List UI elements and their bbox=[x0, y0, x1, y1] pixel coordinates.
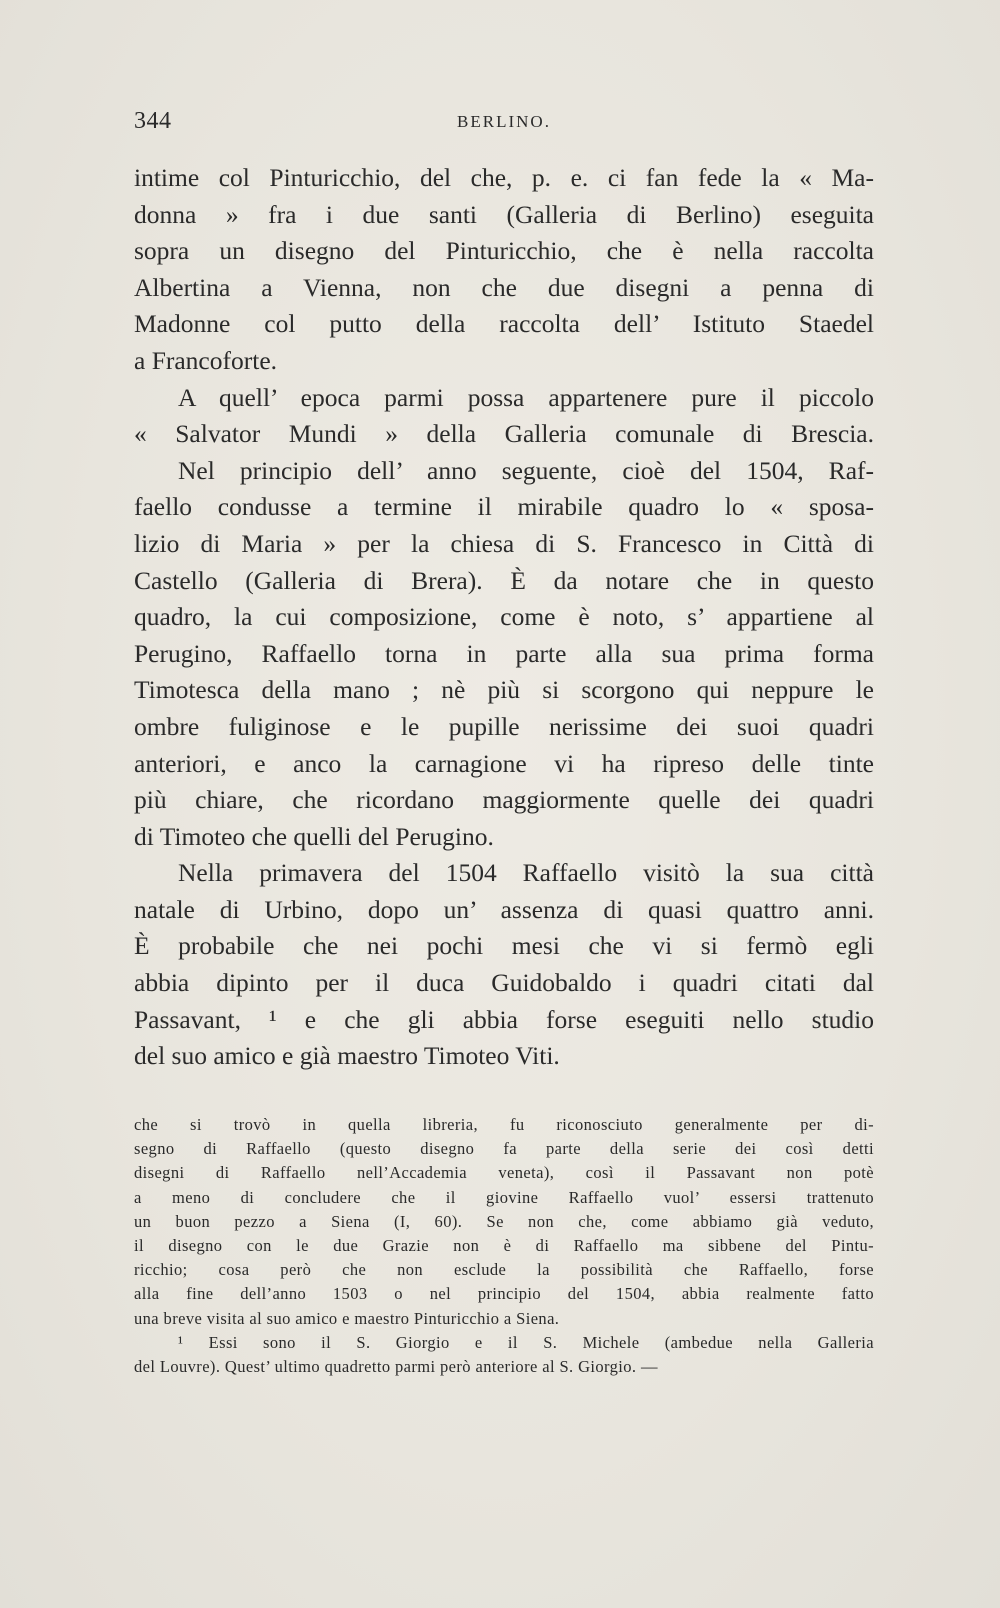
body-line: Nella primavera del 1504 Raffaello visitò la sua città bbox=[178, 858, 874, 888]
page-number: 344 bbox=[134, 108, 172, 134]
body-line: Madonne col putto della raccolta dell’ Istituto Staedel bbox=[134, 309, 874, 339]
body-line: a Francoforte. bbox=[134, 345, 278, 375]
body-line: Timotesca della mano ; nè più si scorgono qui neppure le bbox=[134, 675, 874, 705]
page-header bbox=[134, 108, 874, 144]
footnote-line: disegni di Raffaello nell’Accademia veneta), così il Passavant non potè bbox=[134, 1163, 874, 1183]
body-line: donna » fra i due santi (Galleria di Berlino) eseguita bbox=[134, 199, 874, 229]
body-line: Perugino, Raffaello torna in parte alla sua prima forma bbox=[134, 638, 874, 668]
body-line: sopra un disegno del Pinturicchio, che è nella raccolta bbox=[134, 236, 874, 266]
body-line: Passavant, ¹ e che gli abbia forse eseguiti nello studio bbox=[134, 1004, 874, 1034]
body-line: ombre fuliginose e le pupille nerissime dei suoi quadri bbox=[134, 711, 874, 741]
body-line: faello condusse a termine il mirabile quadro lo « sposa- bbox=[134, 492, 874, 522]
body-line: di Timoteo che quelli del Perugino. bbox=[134, 821, 494, 851]
footnote-line: a meno di concludere che il giovine Raffaello vuol’ essersi trattenuto bbox=[134, 1187, 874, 1207]
body-line: lizio di Maria » per la chiesa di S. Francesco in Città di bbox=[134, 528, 874, 558]
body-line: quadro, la cui composizione, come è noto, s’ appartiene al bbox=[134, 602, 874, 632]
body-line: intime col Pinturicchio, del che, p. e. ci fan fede la « Ma- bbox=[134, 163, 874, 192]
footnote-line: del Louvre). Quest’ ultimo quadretto parmi però anteriore al S. Giorgio. — bbox=[134, 1356, 658, 1376]
footnote-line: segno di Raffaello (questo disegno fa parte della serie dei così detti bbox=[134, 1139, 874, 1159]
footnote-line: una breve visita al suo amico e maestro Pinturicchio a Siena. bbox=[134, 1308, 560, 1328]
body-line: Castello (Galleria di Brera). È da notare che in questo bbox=[134, 565, 874, 595]
body-line: anteriori, e anco la carnagione vi ha ripreso delle tinte bbox=[134, 748, 874, 778]
body-line: Nel principio dell’ anno seguente, cioè del 1504, Raf- bbox=[178, 455, 874, 485]
body-text bbox=[134, 160, 874, 1075]
footnote-line: ricchio; cosa però che non esclude la possibilità che Raffaello, forse bbox=[134, 1260, 874, 1280]
footnotes bbox=[134, 1113, 874, 1379]
footnote-line: il disegno con le due Grazie non è di Raffaello ma sibbene del Pintu- bbox=[134, 1235, 874, 1255]
footnote-line: ¹ Essi sono il S. Giorgio e il S. Michele (ambedue nella Galleria bbox=[178, 1332, 874, 1352]
footnote-line: che si trovò in quella libreria, fu riconosciuto generalmente per di- bbox=[134, 1115, 874, 1134]
body-line: abbia dipinto per il duca Guidobaldo i quadri citati dal bbox=[134, 968, 874, 998]
footnote-line: alla fine dell’anno 1503 o nel principio del 1504, abbia realmente fatto bbox=[134, 1284, 874, 1304]
body-line: È probabile che nei pochi mesi che vi si fermò egli bbox=[134, 931, 874, 961]
footnote-line: un buon pezzo a Siena (I, 60). Se non che, come abbiamo già veduto, bbox=[134, 1211, 874, 1231]
running-head: BERLINO. bbox=[457, 112, 551, 131]
body-line: natale di Urbino, dopo un’ assenza di quasi quattro anni. bbox=[134, 894, 874, 924]
body-line: A quell’ epoca parmi possa appartenere pure il piccolo bbox=[178, 382, 874, 412]
body-line: del suo amico e già maestro Timoteo Viti. bbox=[134, 1041, 560, 1071]
body-line: « Salvator Mundi » della Galleria comunale di Brescia. bbox=[134, 419, 874, 449]
body-line: più chiare, che ricordano maggiormente quelle dei quadri bbox=[134, 785, 874, 815]
body-line: Albertina a Vienna, non che due disegni a penna di bbox=[134, 272, 874, 302]
